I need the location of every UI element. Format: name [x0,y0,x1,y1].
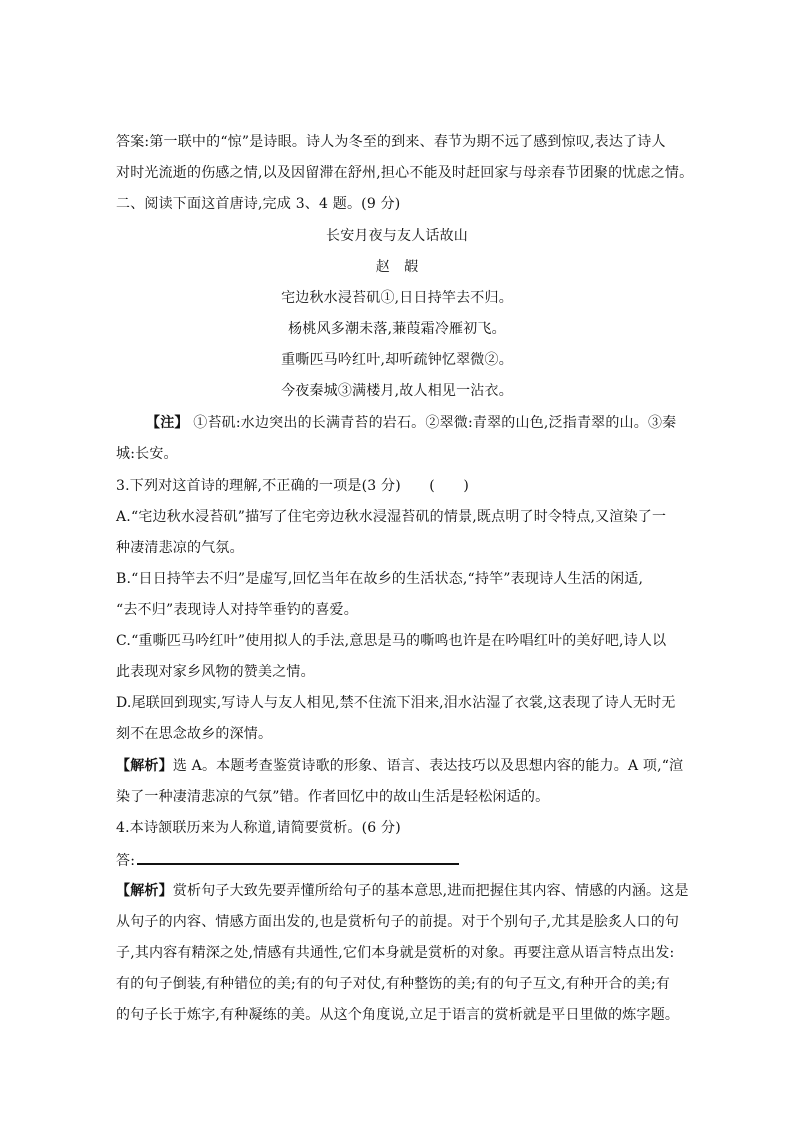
analysis-tag: 【解析】 [116,883,173,899]
note-line-2: 城:长安。 [116,446,178,462]
question-3: 3.下列对这首诗的理解,不正确的一项是(3 分) ( ) [116,478,470,494]
option-c-line-2: 此表现对家乡风物的赞美之情。 [116,664,315,680]
analysis-text: 赏析句子大致先要弄懂所给句子的基本意思,进而把握住其内容、情感的内涵。这是 [172,883,689,899]
answer-line [116,849,686,871]
answer-blank[interactable] [137,849,459,865]
answer-paragraph-line-1: 答案:第一联中的“惊”是诗眼。诗人为冬至的到来、春节为期不远了感到惊叹,表达了诗人 [116,134,666,150]
poem-line-2: 杨桃风多潮未落,蒹葭霜冷雁初飞。 [288,321,506,337]
analysis-2-line-2: 从句子的内容、情感方面出发的,也是赏析句子的前提。对于个别句子,尤其是脍炙人口的句 [116,914,680,930]
analysis-2-line-3: 子,其内容有精深之处,情感有共通性,它们本身就是赏析的对象。再要注意从语言特点出发: [116,945,675,961]
poem-title: 长安月夜与友人话故山 [326,228,468,244]
poem-line-3: 重嘶匹马吟红叶,却听疏钟忆翠微②。 [281,352,513,368]
section-heading: 二、阅读下面这首唐诗,完成 3、4 题。(9 分) [116,196,401,212]
note-text: ①苔矶:水边突出的长满青苔的岩石。②翠微:青翠的山色,泛指青翠的山。③秦 [188,415,677,431]
note-tag: 【注】 [146,415,189,431]
poem-line-1: 宅边秋水浸苔矶①,日日持竿去不归。 [281,290,513,306]
analysis-text: 选 A。本题考查鉴赏诗歌的形象、语言、表达技巧以及思想内容的能力。A 项,“渲 [172,758,684,774]
analysis-tag: 【解析】 [116,758,173,774]
option-d-line-2: 刻不在思念故乡的深情。 [116,726,273,742]
answer-paragraph-line-2: 对时光流逝的伤感之情,以及因留滞在舒州,担心不能及时赶回家与母亲春节团聚的忧虑之情。 [116,165,694,181]
analysis-2-line-1 [116,881,689,901]
answer-label: 答: [116,853,136,869]
option-b-line-1: B.“日日持竿去不归”是虚写,回忆当年在故乡的生活状态,“持竿”表现诗人生活的闲适, [116,571,644,587]
analysis-2-line-4: 有的句子倒装,有种错位的美;有的句子对仗,有种整饬的美;有的句子互文,有种开合的美;有 [116,976,671,992]
poem-line-4: 今夜秦城③满楼月,故人相见一沾衣。 [281,383,513,399]
note-line-1 [146,413,716,433]
option-a-line-2: 种凄清悲凉的气氛。 [116,540,244,556]
analysis-1-line-2: 染了一种凄清悲凉的气氛”错。作者回忆中的故山生活是轻松闲适的。 [116,789,550,805]
option-a-line-1: A.“宅边秋水浸苔矶”描写了住宅旁边秋水浸湿苔矶的情景,既点明了时令特点,又渲染了一 [116,509,667,525]
analysis-2-line-5: 的句子长于炼字,有种凝练的美。从这个角度说,立足于语言的赏析就是平日里做的炼字题。 [116,1007,680,1023]
option-c-line-1: C.“重嘶匹马吟红叶”使用拟人的手法,意思是马的嘶鸣也许是在吟唱红叶的美好吧,诗人以 [116,633,667,649]
question-4: 4.本诗颔联历来为人称道,请简要赏析。(6 分) [116,820,401,836]
poem-author: 赵 嘏 [375,259,419,275]
option-d-line-1: D.尾联回到现实,写诗人与友人相见,禁不住流下泪来,泪水沾湿了衣裳,这表现了诗人无时无 [116,695,676,711]
analysis-1-line-1 [116,756,686,776]
option-b-line-2: “去不归”表现诗人对持竿垂钓的喜爱。 [116,602,358,618]
